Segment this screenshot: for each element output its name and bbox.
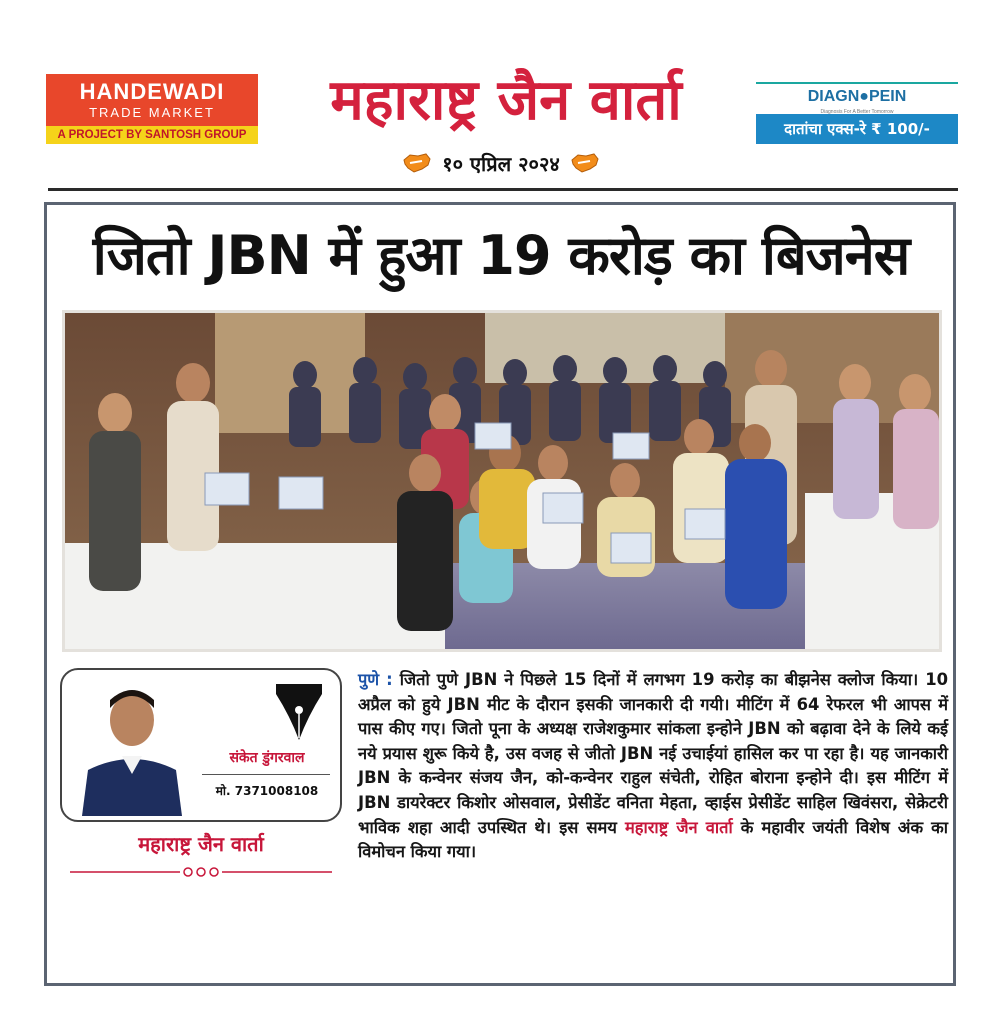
dateline-location: पुणे : [358,670,393,689]
article-text-part2: के महावीर जयंती विशेष अंक का विमोचन किया गया। [358,817,948,862]
masthead-divider [48,188,958,191]
diagnopein-brand: DIAGN●PEIN [807,88,907,105]
maharashtra-map-icon [402,152,432,174]
group-photo-illustration [65,313,939,649]
diagnopein-tagline: Diagnosis For A Better Tomorrow [820,109,894,115]
reporter-divider [202,774,330,775]
handewadi-ad[interactable] [46,74,258,144]
handewadi-ad-subtitle: TRADE MARKET [89,105,215,120]
handewadi-ad-tagline: A PROJECT BY SANTOSH GROUP [46,126,258,144]
handewadi-ad-banner [46,74,258,126]
maharashtra-map-icon [570,152,600,174]
handewadi-ad-title: HANDEWADI [79,79,225,104]
reporter-name: संकेत डुंगरवाल [229,750,305,766]
issue-date-row [356,148,646,178]
article-text-part1: जितो पुणे JBN ने पिछले 15 दिनों में लगभग 19 करोड़ का बीझनेस क्लोज किया। 10 अप्रैल को हुये JBN मीट के दौरान इसकी जानकारी दी गयी। मीटिंग में 64 रेफरल भी आपस में पास कीए गए। जितो पूना के अध्यक्ष राजेशकुमार सांकला इन्होने JBN को बढ़ावा देने के लिये कई नये प्रयास शुरू किये है, उस वजह से जीतो JBN नई उचाईयां हासिल कर पा रहा है। यह जानकारी JBN के कन्वेनर संजय जैन, को-कन्वेनर राहुल संचेती, रोहित बोराना इन्होने दी। इस मीटिंग में JBN डायरेक्टर किशोर ओसवाल, प्रेसीडेंट वनिता मेहता, व्हाईस प्रेसीडेंट साहिल खिवंसरा, सेक्रेटरी भाविक शहा आदी उपस्थित थे। इस समय [358,670,948,837]
issue-date: १० एप्रिल २०२४ [442,151,560,176]
article-brand-mention: महाराष्ट्र जैन वार्ता [624,817,733,837]
reporter-mobile: मो. 7371008108 [215,784,319,798]
ornament-divider [70,864,332,880]
diagnopein-offer: दातांचा एक्स-रे ₹ 100/- [756,114,958,144]
newspaper-title: महाराष्ट्र जैन वार्ता [330,67,682,133]
group-photo [62,310,942,652]
article-headline: जितो JBN में हुआ 19 करोड़ का बिजनेस [92,224,910,287]
reporter-photo [76,678,188,816]
reporter-card [60,668,342,822]
diagnopein-ad[interactable] [756,82,958,144]
fountain-pen-icon [268,676,330,746]
card-brand-name: महाराष्ट्र जैन वार्ता [138,832,264,856]
diagnopein-logo [756,82,958,114]
